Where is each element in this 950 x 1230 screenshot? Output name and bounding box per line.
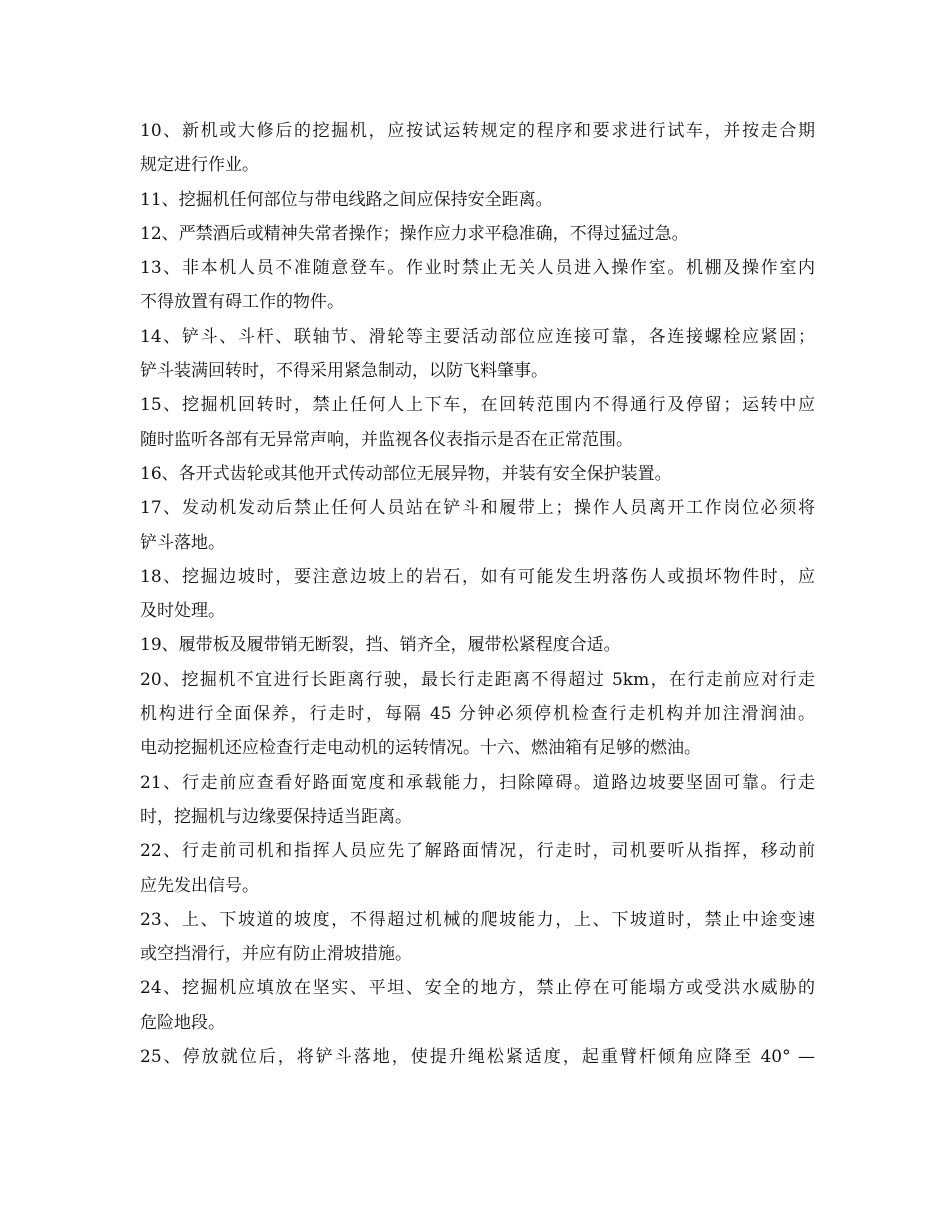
text-line: 22、行走前司机和指挥人员应先了解路面情况，行走时，司机要听从指挥，移动前 [140,841,815,862]
text-line: 12、严禁酒后或精神失常者操作；操作应力求平稳准确，不得过猛过急。 [140,223,689,244]
text-line: 14、铲斗、斗杆、联轴节、滑轮等主要活动部位应连接可靠，各连接螺栓应紧固； [140,326,815,347]
text-line: 时，挖掘机与边缘要保持适当距离。 [140,806,412,827]
text-line: 23、上、下坡道的坡度，不得超过机械的爬坡能力，上、下坡道时，禁止中途变速 [140,909,815,930]
text-line: 10、新机或大修后的挖掘机，应按试运转规定的程序和要求进行试车，并按走合期 [140,121,815,141]
text-line: 铲斗装满回转时，不得采用紧急制动，以防飞料肇事。 [140,361,548,382]
document-body [140,114,815,1074]
text-line: 或空挡滑行，并应有防止滑坡措施。 [140,944,412,965]
text-line: 21、行走前应查看好路面宽度和承载能力，扫除障碍。道路边坡要坚固可靠。行走 [140,772,815,793]
text-line: 危险地段。 [140,1012,225,1033]
text-line: 铲斗落地。 [140,532,225,553]
text-line: 18、挖掘边坡时，要注意边坡上的岩石，如有可能发生坍落伤人或损坏物件时，应 [140,566,815,587]
text-line: 规定进行作业。 [140,155,259,176]
text-line: 25、停放就位后，将铲斗落地，使提升绳松紧适度，起重臂杆倾角应降至 40° — [140,1047,815,1068]
text-line: 应先发出信号。 [140,875,259,896]
text-line: 15、挖掘机回转时，禁止任何人上下车，在回转范围内不得通行及停留；运转中应 [140,395,815,416]
text-line: 11、挖掘机任何部位与带电线路之间应保持安全距离。 [140,189,553,210]
text-line: 17、发动机发动后禁止任何人员站在铲斗和履带上；操作人员离开工作岗位必须将 [140,498,815,519]
text-line: 24、挖掘机应填放在坚实、平坦、安全的地方，禁止停在可能塌方或受洪水威胁的 [140,978,815,999]
text-line: 机构进行全面保养，行走时，每隔 45 分钟必须停机检查行走机构并加注滑润油。 [140,704,815,725]
text-line: 16、各开式齿轮或其他开式传动部位无展异物，并装有安全保护装置。 [140,463,672,484]
text-line: 20、挖掘机不宜进行长距离行驶，最长行走距离不得超过 5km，在行走前应对行走 [140,669,815,690]
text-line: 13、非本机人员不准随意登车。作业时禁止无关人员进入操作室。机棚及操作室内 [140,258,815,279]
text-line: 19、履带板及履带销无断裂，挡、销齐全，履带松紧程度合适。 [140,635,621,656]
text-line: 不得放置有碍工作的物件。 [140,292,344,313]
text-line: 随时监听各部有无异常声响，并监视各仪表指示是否在正常范围。 [140,429,633,450]
text-line: 电动挖掘机还应检查行走电动机的运转情况。十六、燃油箱有足够的燃油。 [140,738,701,759]
text-line: 及时处理。 [140,601,225,622]
